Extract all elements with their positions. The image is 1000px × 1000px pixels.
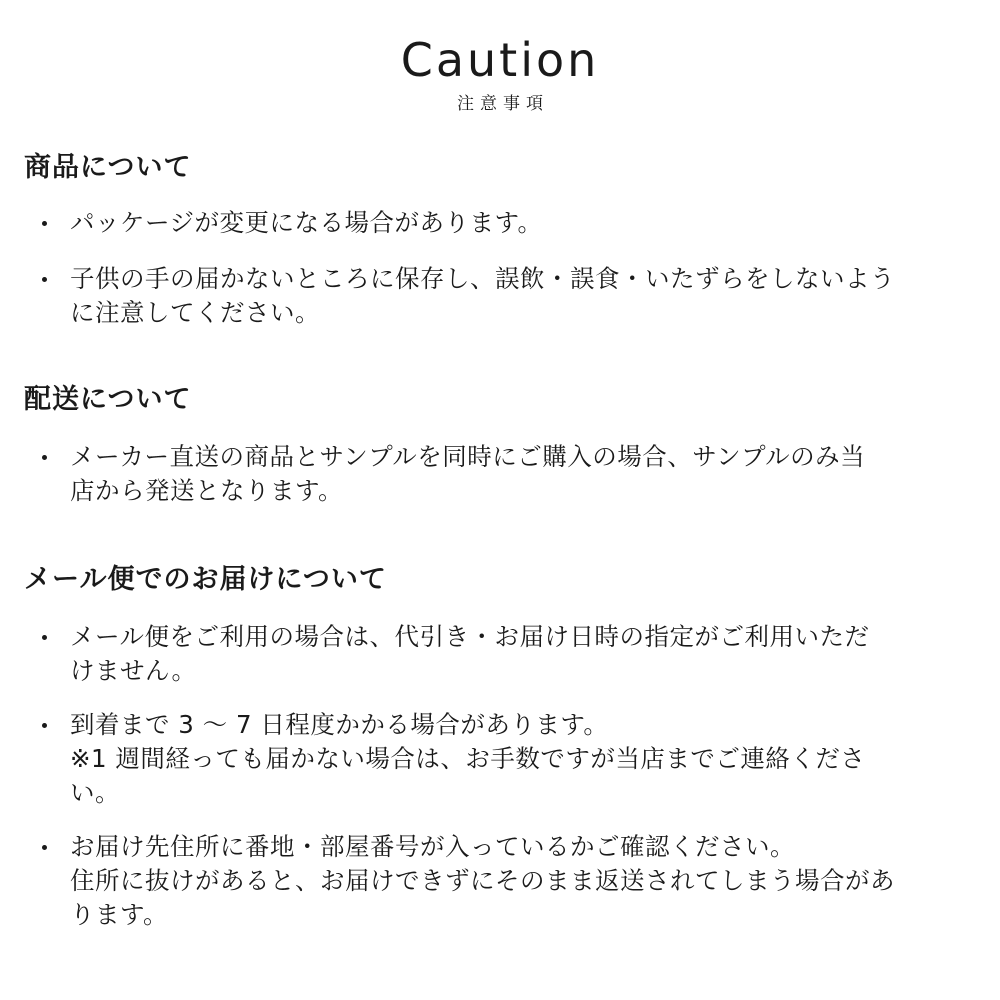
list-item: [24, 440, 974, 508]
list-item: [24, 262, 974, 330]
section-mail-delivery: [24, 562, 974, 932]
bullet-dot-icon: [42, 221, 47, 226]
item-text: 住所に抜けがあると、お届けできずにそのまま返送されてしまう場合があ: [70, 866, 895, 895]
item-text: い。: [70, 778, 120, 807]
section-shipping: [24, 382, 974, 508]
item-text: 子供の手の届かないところに保存し、誤飲・誤食・いたずらをしないよう: [70, 264, 895, 293]
item-text: ります。: [70, 900, 169, 929]
item-text: に注意してください。: [70, 298, 320, 327]
bullet-list: [24, 206, 974, 330]
page-title: Caution: [400, 33, 600, 87]
bullet-dot-icon: [42, 635, 47, 640]
item-text: メーカー直送の商品とサンプルを同時にご購入の場合、サンプルのみ当: [70, 442, 866, 471]
bullet-dot-icon: [42, 723, 47, 728]
bullet-list: [24, 440, 974, 508]
item-text: メール便をご利用の場合は、代引き・お届け日時の指定がご利用いただ: [70, 622, 870, 651]
bullet-list: [24, 620, 974, 932]
section-heading-shipping: 配送について: [24, 384, 192, 415]
page-header: [0, 30, 1000, 116]
list-item: [24, 830, 974, 932]
item-text: 到着まで 3 〜 7 日程度かかる場合があります。: [70, 710, 609, 739]
section-heading-product: 商品について: [24, 152, 192, 183]
list-item: [24, 708, 974, 810]
bullet-dot-icon: [42, 277, 47, 282]
page-subtitle: 注意事項: [457, 94, 549, 114]
item-text: 店から発送となります。: [70, 476, 344, 505]
item-text: お届け先住所に番地・部屋番号が入っているかご確認ください。: [70, 832, 795, 861]
bullet-dot-icon: [42, 455, 47, 460]
list-item: [24, 206, 974, 240]
section-product: [24, 150, 974, 330]
list-item: [24, 620, 974, 688]
item-text: パッケージが変更になる場合があります。: [70, 208, 543, 237]
bullet-dot-icon: [42, 845, 47, 850]
item-text: けません。: [70, 656, 197, 685]
item-text: ※1 週間経っても届かない場合は、お手数ですが当店までご連絡くださ: [70, 744, 866, 773]
section-heading-mail-delivery: メール便でのお届けについて: [24, 564, 387, 595]
